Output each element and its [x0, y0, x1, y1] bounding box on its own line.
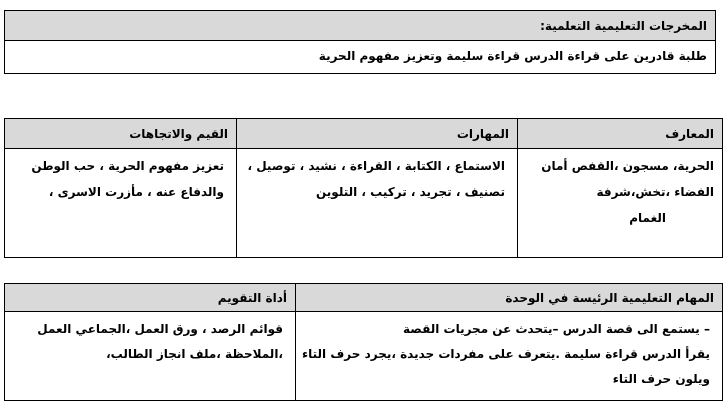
- knowledge-skills-values-table: [4, 118, 723, 258]
- values-line-1: تعزيز مفهوم الحرية ، حب الوطن: [31, 159, 224, 173]
- outcomes-body: طلبة قادرين على قراءة الدرس قراءة سليمة وتعزيز مفهوم الحرية: [318, 49, 707, 63]
- outcomes-table: [4, 10, 716, 74]
- outcomes-header-text: المخرجات التعليمية التعلمية:: [540, 19, 707, 33]
- assessment-line-2: ،الملاحظة ،ملف انجاز الطالب،: [106, 347, 283, 361]
- knowledge-line-2: الفضاء ،تخش،شرفة: [596, 185, 714, 199]
- skills-cell: [237, 153, 517, 205]
- knowledge-line-3: الغمام: [629, 211, 666, 225]
- tasks-line-2: يقرأ الدرس قراءة سليمة .يتعرف على مفردات جديدة ،يجرد حرف التاء: [302, 347, 710, 361]
- skills-line-1: الاستماع ، الكتابة ، القراءة ، نشيد ، توصيل ،: [247, 159, 505, 173]
- assessment-cell: [5, 317, 295, 367]
- values-line-2: والدفاع عنه ، مأزرت الاسرى ،: [48, 185, 224, 199]
- skills-line-2: تصنيف ، تجريد ، تركيب ، التلوين: [315, 185, 505, 199]
- tasks-line-3: ويلون حرف التاء: [612, 372, 710, 386]
- header-knowledge: المعارف: [665, 127, 714, 141]
- header-tasks: المهام التعليمية الرئيسة في الوحدة: [505, 291, 714, 305]
- header-assessment: أداة التقويم: [217, 291, 287, 305]
- knowledge-cell: [518, 153, 722, 231]
- outcomes-header: [5, 11, 715, 41]
- assessment-line-1: قوائم الرصد ، ورق العمل ،الجماعي العمل: [37, 322, 283, 336]
- knowledge-line-1: الحرية، مسجون ،القفص أمان: [541, 159, 714, 173]
- header-skills: المهارات: [456, 127, 509, 141]
- tasks-line-1: – يستمع الى قصة الدرس –يتحدث عن مجريات القصة: [402, 322, 710, 336]
- tasks-cell: [296, 317, 722, 392]
- values-cell: [5, 153, 236, 205]
- tasks-assessment-table: [4, 283, 723, 401]
- header-values: القيم والاتجاهات: [129, 127, 228, 141]
